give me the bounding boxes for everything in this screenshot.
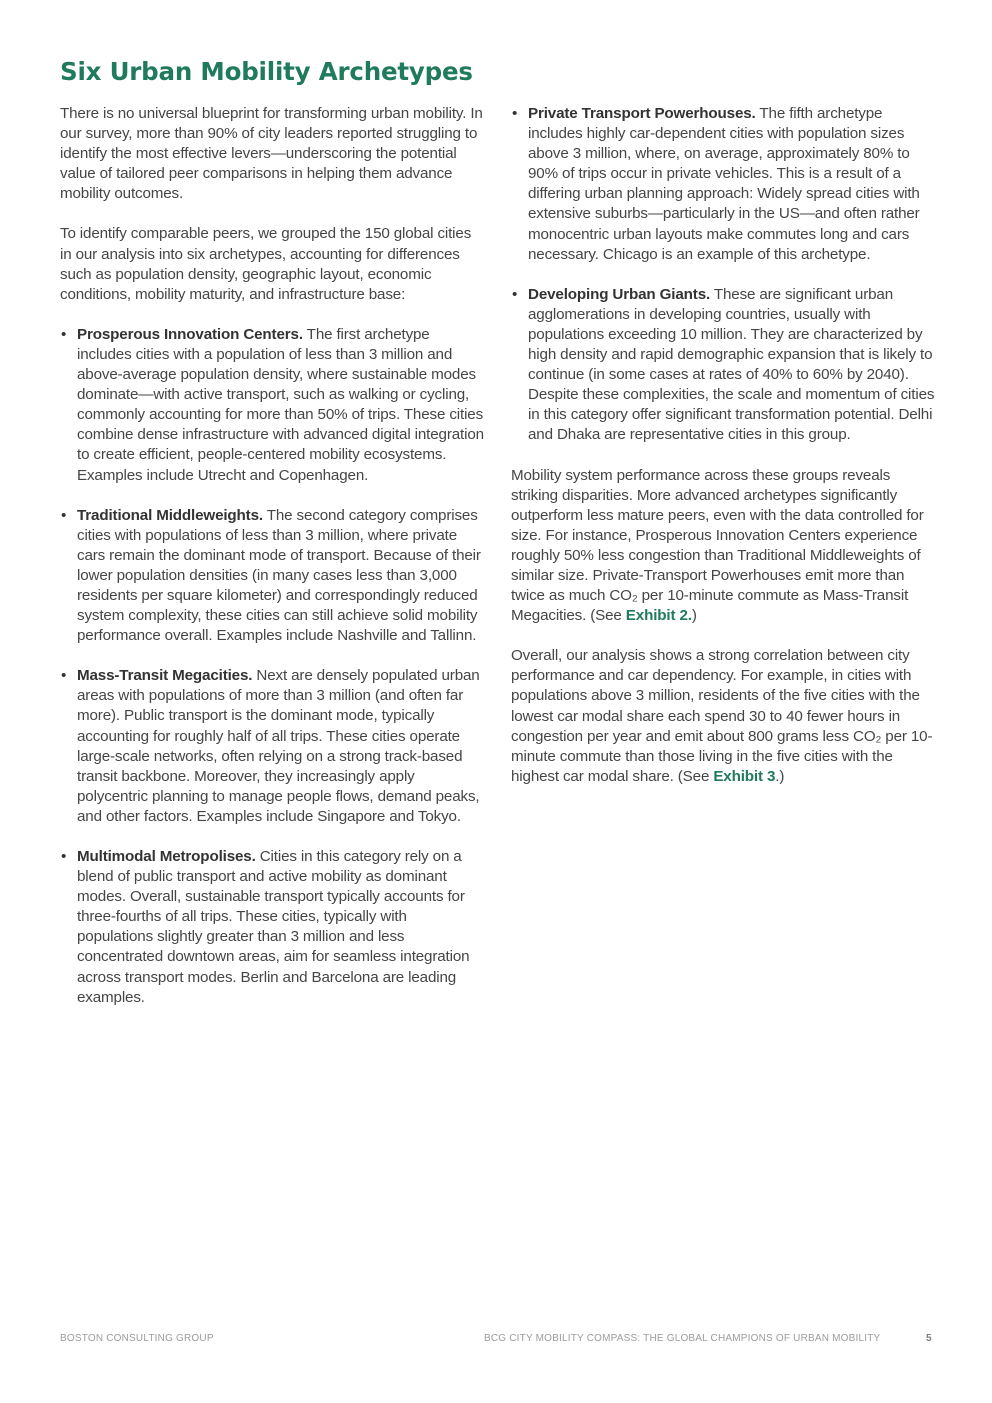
archetype-list: [60, 325, 484, 1008]
archetype-name: Prosperous Innovation Centers.: [77, 325, 303, 343]
correlation-paragraph: [511, 646, 935, 787]
performance-paragraph: [511, 466, 935, 627]
exhibit-3-link[interactable]: Exhibit 3: [713, 767, 776, 785]
right-column: [511, 104, 935, 807]
archetype-item-private-transport-powerhouses: [511, 104, 935, 265]
bullet-icon: •: [61, 506, 67, 524]
bullet-icon: •: [512, 285, 518, 303]
archetype-description: The second category comprises cities with populations of less than 3 million, where private cars remain the dominant mode of transport. Because of their lower population densities (in many cases less than 3,000 residents per square kilometer) and correspondingly reduced system complexity, these cities can still achieve solid mobility performance overall. Examples include Nashville and Tallinn.: [77, 506, 481, 645]
archetype-description: Next are densely populated urban areas with populations of more than 3 million (and often far more). Public transport is the dominant mode, typically accounting for roughly half of all trips. These cities operate large-scale networks, often relying on a strong track-based transit backbone. Moreover, they increasingly apply polycentric planning to manage people flows, demand peaks, and other factors. Examples include Singapore and Tokyo.: [77, 667, 480, 825]
archetype-item-prosperous-innovation-centers: [60, 325, 484, 486]
page-number: 5: [926, 1333, 932, 1344]
bullet-icon: •: [61, 325, 67, 343]
archetype-name: Mass-Transit Megacities.: [77, 667, 253, 685]
archetype-item-developing-urban-giants: [511, 285, 935, 446]
bullet-icon: •: [512, 105, 518, 122]
archetype-description: The fifth archetype includes highly car-dependent cities with population sizes above 3 million, where, on average, approximately 80% to 90% of trips occur in private vehicles. This is a result of a differing urban planning approach: Widely spread cities with extensive suburbs—particularly in the US—and often rather monocentric urban layouts make commutes long and cars necessary. Chicago is an example of this archetype.: [528, 105, 920, 263]
archetype-list-continued: [511, 104, 935, 446]
intro-paragraph-2: To identify comparable peers, we grouped the 150 global cities in our analysis into six archetypes, accounting for differences such as population density, geographic layout, economic conditions, mobility maturity, and infrastructure base:: [60, 225, 472, 303]
performance-paragraph-end: ): [691, 607, 697, 625]
archetype-name: Private Transport Powerhouses.: [528, 105, 756, 122]
correlation-paragraph-text: Overall, our analysis shows a strong correlation between city performance and car dependency. For example, in cities with populations above 3 million, residents of the five cities with the lowest car modal share each spend 30 to 40 fewer hours in congestion per year and emit about 800 grams less CO₂ per 10-minute commute than those living in the five cities with the highest car modal share. (See: [511, 647, 933, 785]
archetype-name: Multimodal Metropolises.: [77, 848, 256, 865]
bullet-icon: •: [61, 667, 67, 685]
archetype-name: Developing Urban Giants.: [528, 285, 711, 303]
page-title: Six Urban Mobility Archetypes: [60, 57, 473, 86]
bullet-icon: •: [61, 848, 67, 865]
exhibit-2-link[interactable]: Exhibit 2.: [625, 607, 692, 625]
intro-paragraph-1: There is no universal blueprint for transforming urban mobility. In our survey, more than 90% of city leaders reported struggling to identify the most effective levers—underscoring the potential value of tailored peer comparisons in helping them advance mobility outcomes.: [60, 105, 483, 203]
performance-paragraph-text: Mobility system performance across these groups reveals striking disparities. More advanced archetypes significantly outperform less mature peers, even with the data controlled for size. For instance, Prosperous Innovation Centers experience roughly 50% less congestion than Traditional Middleweights of similar size. Private-Transport Powerhouses emit more than twice as much CO₂ per 10-minute commute as Mass-Transit Megacities. (See: [511, 466, 924, 625]
archetype-description: The first archetype includes cities with a population of less than 3 million and above-average population density, where sustainable modes dominate—with active transport, such as walking or cycling, commonly accounting for more than 50% of trips. These cities combine dense infrastructure with advanced digital integration to create efficient, people-centered mobility ecosystems. Examples include Utrecht and Copenhagen.: [77, 325, 484, 484]
archetype-item-mass-transit-megacities: [60, 666, 484, 827]
archetype-item-traditional-middleweights: [60, 506, 484, 647]
footer-report-title: BCG CITY MOBILITY COMPASS: THE GLOBAL CHAMPIONS OF URBAN MOBILITY: [484, 1333, 881, 1344]
archetype-description: Cities in this category rely on a blend of public transport and active mobility as dominant modes. Overall, sustainable transport typically accounts for three-fourths of all trips. These cities, typically with populations slightly greater than 3 million and less concentrated downtown areas, aim for seamless integration across transport modes. Berlin and Barcelona are leading examples.: [77, 848, 470, 1006]
correlation-paragraph-end: .): [775, 767, 785, 785]
archetype-description: These are significant urban agglomerations in developing countries, usually with populations exceeding 10 million. They are characterized by high density and rapid demographic expansion that is likely to continue (in some cases at rates of 40% to 60% by 2040). Despite these complexities, the scale and momentum of cities in this category offer significant transformation potential. Delhi and Dhaka are representative cities in this group.: [528, 285, 935, 444]
archetype-name: Traditional Middleweights.: [77, 506, 263, 524]
footer-organization: BOSTON CONSULTING GROUP: [60, 1333, 214, 1344]
left-column: [60, 104, 484, 1028]
archetype-item-multimodal-metropolises: [60, 847, 484, 1008]
